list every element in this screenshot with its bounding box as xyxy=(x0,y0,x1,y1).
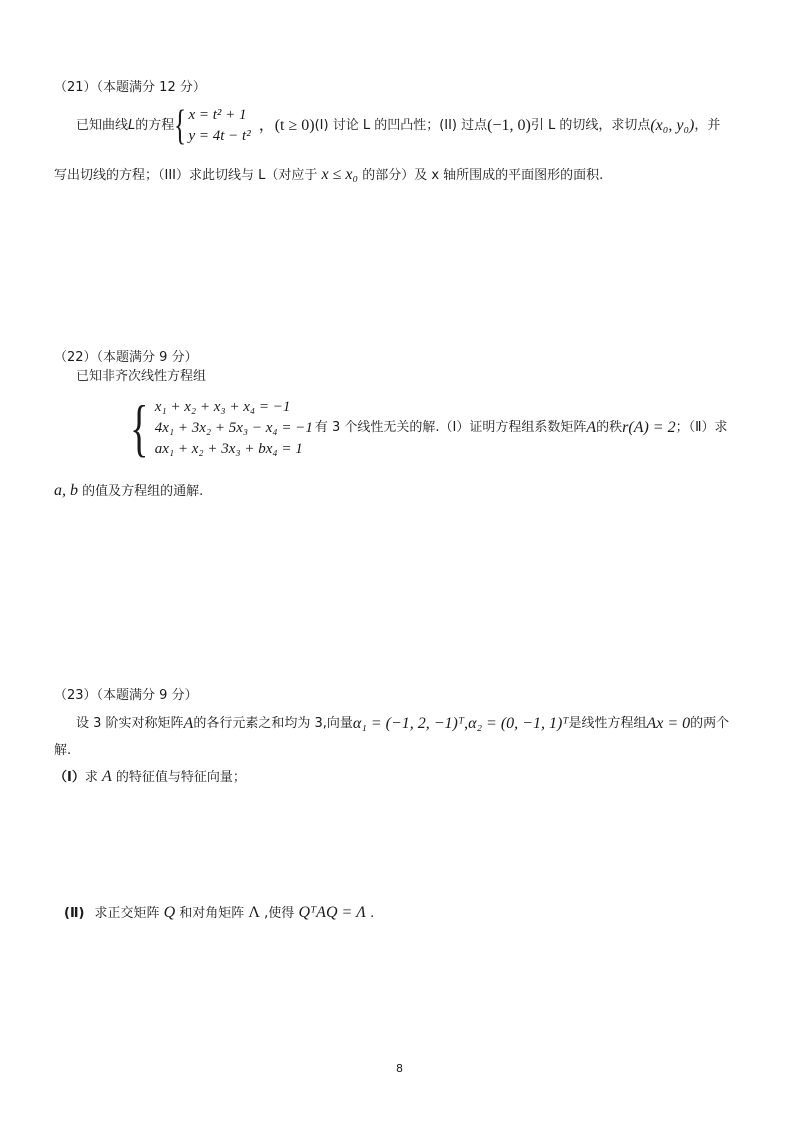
q22-linear-system xyxy=(130,392,313,463)
q23-part2-b: 和对角矩阵 xyxy=(175,906,249,921)
q22-right-a: 有 3 个线性无关的解.（Ⅰ）证明方程组系数矩阵 xyxy=(314,420,587,435)
q23-part2-end: . xyxy=(365,906,375,921)
q23-header: （23）（本题满分 9 分） xyxy=(54,688,198,703)
q22-line1 xyxy=(130,392,728,464)
q23-intro-a: 设 3 阶实对称矩阵 xyxy=(76,716,184,731)
q22-eq1: x₁ + x₂ + x₃ + x₄ = −1 xyxy=(154,398,291,415)
q21-curve-name: L xyxy=(128,118,136,133)
q22-line2 xyxy=(54,482,203,501)
q22-line2-text: 的值及方程组的通解. xyxy=(78,484,204,499)
q23-alpha1: α₁ = (−1, 2, −1)ᵀ xyxy=(352,715,465,732)
q23-line1 xyxy=(76,712,729,736)
q23-alpha2: α₂ = (0, −1, 1)ᵀ xyxy=(468,715,569,732)
q22-eq2: 4x₁ + 3x₂ + 5x₃ − x₄ = −1 xyxy=(154,419,313,436)
q23-system: Ax = 0 xyxy=(646,715,691,732)
q23-part1-A: A xyxy=(101,768,112,785)
q23-sep: , xyxy=(464,715,469,732)
q21-after-curve: 的方程 xyxy=(135,118,175,133)
q21-part1: (I) 讨论 L 的凹凸性；(II) 过点 xyxy=(314,118,488,133)
q21-header: （21）（本题满分 12 分） xyxy=(54,80,206,95)
q23-part2-c: ,使得 xyxy=(260,906,299,921)
page-number: 8 xyxy=(396,1062,403,1075)
q23-part1-label: （Ⅰ） xyxy=(54,770,85,785)
q23-part2-label: (Ⅱ) xyxy=(64,906,85,921)
q23-part1-a: 求 xyxy=(84,770,102,785)
q21-line2b: 的部分）及 x 轴所围成的平面图形的面积. xyxy=(358,168,604,183)
q21-eq-x: x = t² + 1 xyxy=(188,107,247,123)
q23-part2-L: Λ xyxy=(248,904,261,921)
q21-part2b: ，并 xyxy=(694,118,721,133)
q23-intro-b: 的各行元素之和均为 3,向量 xyxy=(193,716,353,731)
q23-intro-end: 解. xyxy=(54,743,72,758)
q22-eq3: ax₁ + x₂ + 3x₃ + bx₄ = 1 xyxy=(154,440,303,457)
q21-line2-cond: x ≤ x₀ xyxy=(321,166,359,183)
q23-matrix-A: A xyxy=(183,715,194,732)
q23-part2-a: 求正交矩阵 xyxy=(94,906,164,921)
q23-intro-d: 的两个 xyxy=(690,716,730,731)
q21-eq-y: y = 4t − t² xyxy=(188,128,251,144)
q22-rank: r(A) = 2 xyxy=(622,419,676,436)
q21-line2 xyxy=(54,166,603,185)
q21-tangent-point: (x₀, y₀) xyxy=(650,117,695,134)
q23-part2-Q: Q xyxy=(163,904,176,921)
q22-right-b: 的秩 xyxy=(596,420,623,435)
q22-matrix-A: A xyxy=(586,419,597,436)
q23-intro-c: 是线性方程组 xyxy=(568,716,647,731)
q21-part2a: 引 L 的切线，求切点 xyxy=(530,118,651,133)
q21-point: (−1, 0) xyxy=(487,117,531,134)
q23-part2 xyxy=(64,904,374,923)
q23-part1-b: 的特征值与特征向量； xyxy=(111,770,246,785)
q22-brace-icon: { xyxy=(130,392,149,463)
q22-header: （22）（本题满分 9 分） xyxy=(54,350,198,365)
q21-lead: 已知曲线 xyxy=(76,118,129,133)
q21-condition: ，(t ≥ 0) xyxy=(258,117,315,134)
q21-brace-icon: { xyxy=(174,103,187,149)
q21-line1 xyxy=(76,104,720,148)
q23-part1 xyxy=(54,768,246,787)
q22-right-c: ；（Ⅱ）求 xyxy=(675,420,728,435)
q23-part2-eq: QᵀAQ = Λ xyxy=(298,904,366,921)
q22-intro: 已知非齐次线性方程组 xyxy=(76,369,207,384)
q21-parametric-system xyxy=(174,105,250,147)
q21-line2a: 写出切线的方程；（III）求此切线与 L（对应于 xyxy=(54,168,322,183)
q22-line2-vars: a, b xyxy=(54,482,78,499)
